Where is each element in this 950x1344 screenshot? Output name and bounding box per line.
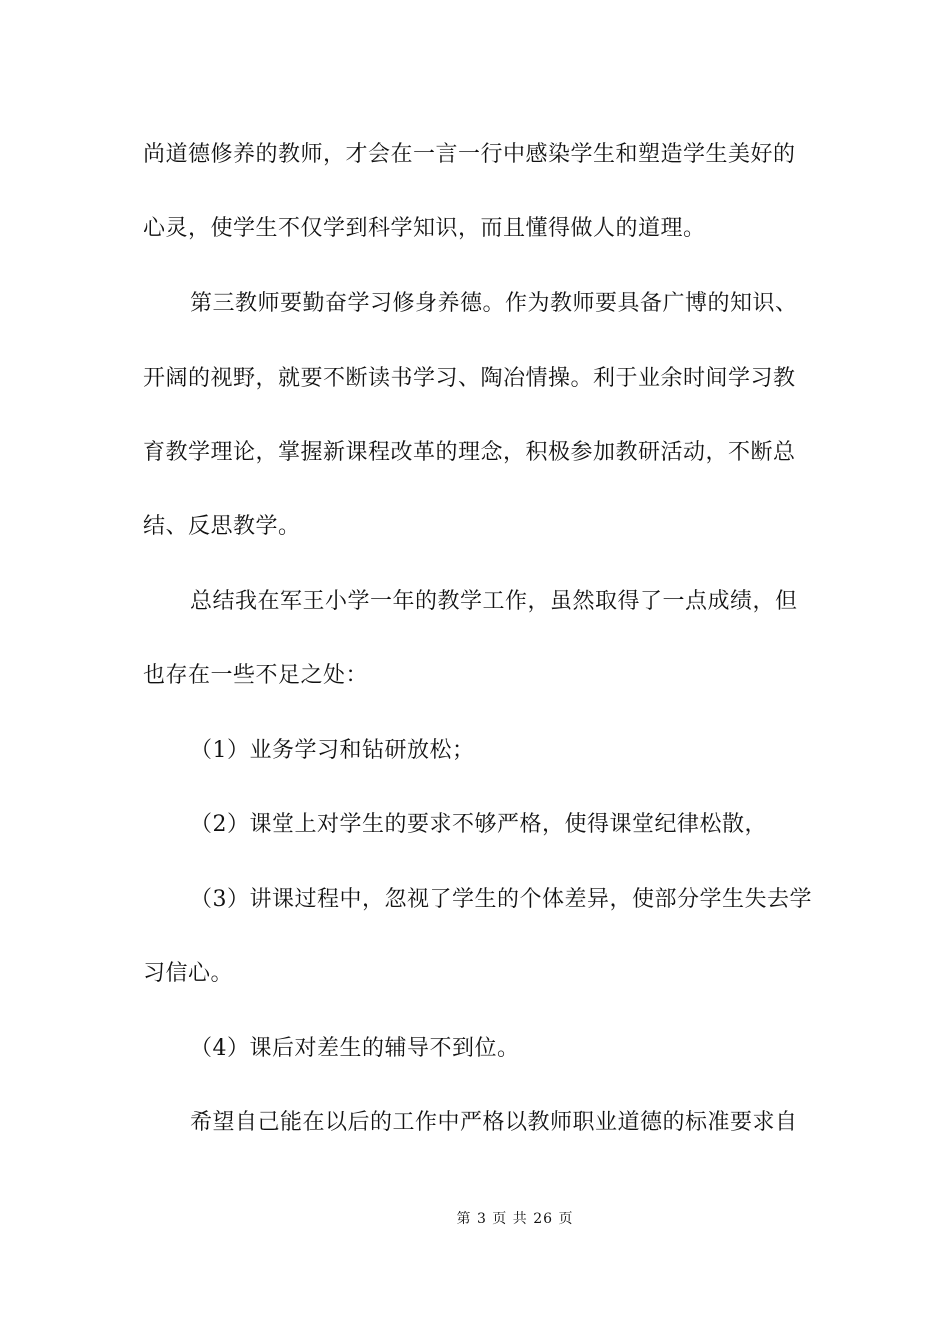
text-line: 结、反思教学。: [143, 514, 301, 539]
text-line: 总结我在军王小学一年的教学工作，虽然取得了一点成绩，但: [190, 589, 798, 614]
list-item: （2）课堂上对学生的要求不够严格，使得课堂纪律松散，: [190, 812, 767, 837]
list-item: （1）业务学习和钻研放松；: [190, 738, 475, 763]
text-line: 心灵，使学生不仅学到科学知识，而且懂得做人的道理。: [143, 216, 706, 241]
text-line: 开阔的视野，就要不断读书学习、陶冶情操。利于业余时间学习教: [143, 366, 796, 391]
text-line: 育教学理论，掌握新课程改革的理念，积极参加教研活动，不断总: [143, 440, 796, 465]
text-line: 第三教师要勤奋学习修身养德。作为教师要具备广博的知识、: [190, 291, 798, 316]
list-item: （4）课后对差生的辅导不到位。: [190, 1036, 520, 1061]
text-line: 尚道德修养的教师，才会在一言一行中感染学生和塑造学生美好的: [143, 142, 796, 167]
text-line: 也存在一些不足之处：: [143, 663, 369, 688]
page-number-footer: 第 3 页 共 26 页: [456, 1211, 574, 1227]
list-item: （3）讲课过程中，忽视了学生的个体差异，使部分学生失去学: [190, 887, 812, 912]
text-line: 习信心。: [143, 961, 234, 986]
text-line: 希望自己能在以后的工作中严格以教师职业道德的标准要求自: [190, 1110, 798, 1135]
